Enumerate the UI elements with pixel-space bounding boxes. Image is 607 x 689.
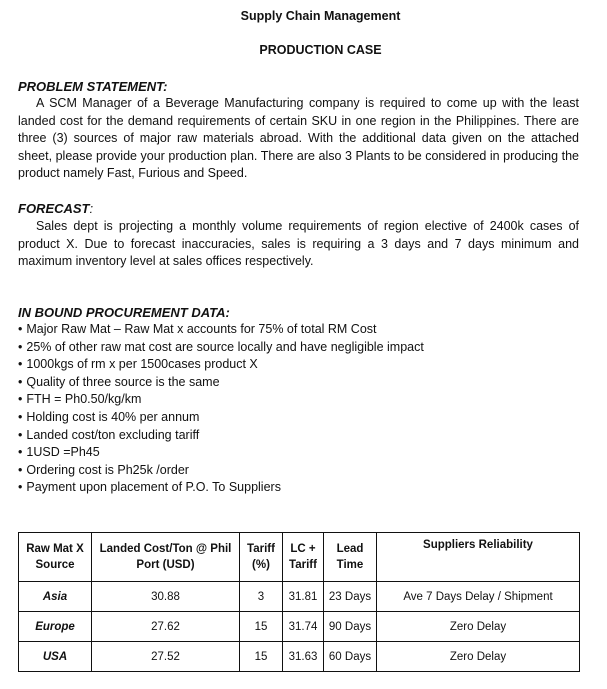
list-item: • 25% of other raw mat cost are source locally and have negligible impact	[18, 339, 578, 357]
cell-reliability: Ave 7 Days Delay / Shipment	[377, 582, 580, 612]
list-item: • 1000kgs of rm x per 1500cases product X	[18, 356, 578, 374]
table-header-row	[19, 533, 580, 582]
list-item: • 1USD =Ph45	[18, 444, 578, 462]
document-subtitle: PRODUCTION CASE	[259, 43, 382, 57]
cell-lead-time: 60 Days	[324, 642, 377, 672]
list-item: • Major Raw Mat – Raw Mat x accounts for 75% of total RM Cost	[18, 321, 578, 339]
forecast-text: Sales dept is projecting a monthly volume requirements of region elective of 2400k cases of product X. Due to forecast inaccuracies, sales is requiring a 3 days and 7 days minimum and maximum inventory level at sales offices respectively.	[18, 219, 579, 268]
cell-lc-tariff: 31.81	[283, 582, 324, 612]
header-tariff: Tariff (%)	[240, 533, 283, 582]
list-item: • Payment upon placement of P.O. To Suppliers	[18, 479, 578, 497]
inbound-heading	[18, 305, 230, 320]
cell-source: Europe	[19, 612, 92, 642]
header-lead-time: Lead Time	[324, 533, 377, 582]
header-reliability: Suppliers Reliability	[377, 533, 580, 582]
table-row	[19, 612, 580, 642]
cell-lead-time: 90 Days	[324, 612, 377, 642]
cell-lc-tariff: 31.63	[283, 642, 324, 672]
forecast-heading-text: FORECAST	[18, 201, 90, 216]
list-item: • Holding cost is 40% per annum	[18, 409, 578, 427]
inbound-bullet-list	[18, 321, 578, 497]
cell-source: Asia	[19, 582, 92, 612]
forecast-heading	[18, 201, 93, 216]
table-row	[19, 642, 580, 672]
problem-heading-text: PROBLEM STATEMENT:	[18, 79, 168, 94]
cell-tariff: 15	[240, 642, 283, 672]
list-item: • FTH = Ph0.50/kg/km	[18, 391, 578, 409]
inbound-heading-text: IN BOUND PROCUREMENT DATA:	[18, 305, 230, 320]
cell-lead-time: 23 Days	[324, 582, 377, 612]
problem-text: A SCM Manager of a Beverage Manufacturing company is required to come up with the least landed cost for the demand requirements of certain SKU in one region in the Philippines. There are three (3) sources of major raw materials abroad. With the additional data given on the attached sheet, please provide your production plan. There are also 3 Plants to be considered in producing the product namely Fast, Furious and Speed.	[18, 96, 579, 180]
header-landed-cost: Landed Cost/Ton @ Phil Port (USD)	[92, 533, 240, 582]
cell-landed-cost: 27.62	[92, 612, 240, 642]
header-source: Raw Mat X Source	[19, 533, 92, 582]
forecast-heading-colon: :	[89, 201, 94, 216]
table-row	[19, 582, 580, 612]
cell-tariff: 3	[240, 582, 283, 612]
list-item: • Quality of three source is the same	[18, 374, 578, 392]
cell-reliability: Zero Delay	[377, 642, 580, 672]
forecast-paragraph	[18, 218, 579, 271]
cell-reliability: Zero Delay	[377, 612, 580, 642]
raw-material-source-table	[18, 532, 580, 672]
cell-lc-tariff: 31.74	[283, 612, 324, 642]
list-item: • Landed cost/ton excluding tariff	[18, 427, 578, 445]
cell-tariff: 15	[240, 612, 283, 642]
problem-paragraph	[18, 95, 579, 183]
cell-landed-cost: 30.88	[92, 582, 240, 612]
problem-heading	[18, 79, 168, 94]
document-title: Supply Chain Management	[240, 9, 401, 23]
header-lc-tariff: LC + Tariff	[283, 533, 324, 582]
list-item: • Ordering cost is Ph25k /order	[18, 462, 578, 480]
cell-landed-cost: 27.52	[92, 642, 240, 672]
cell-source: USA	[19, 642, 92, 672]
